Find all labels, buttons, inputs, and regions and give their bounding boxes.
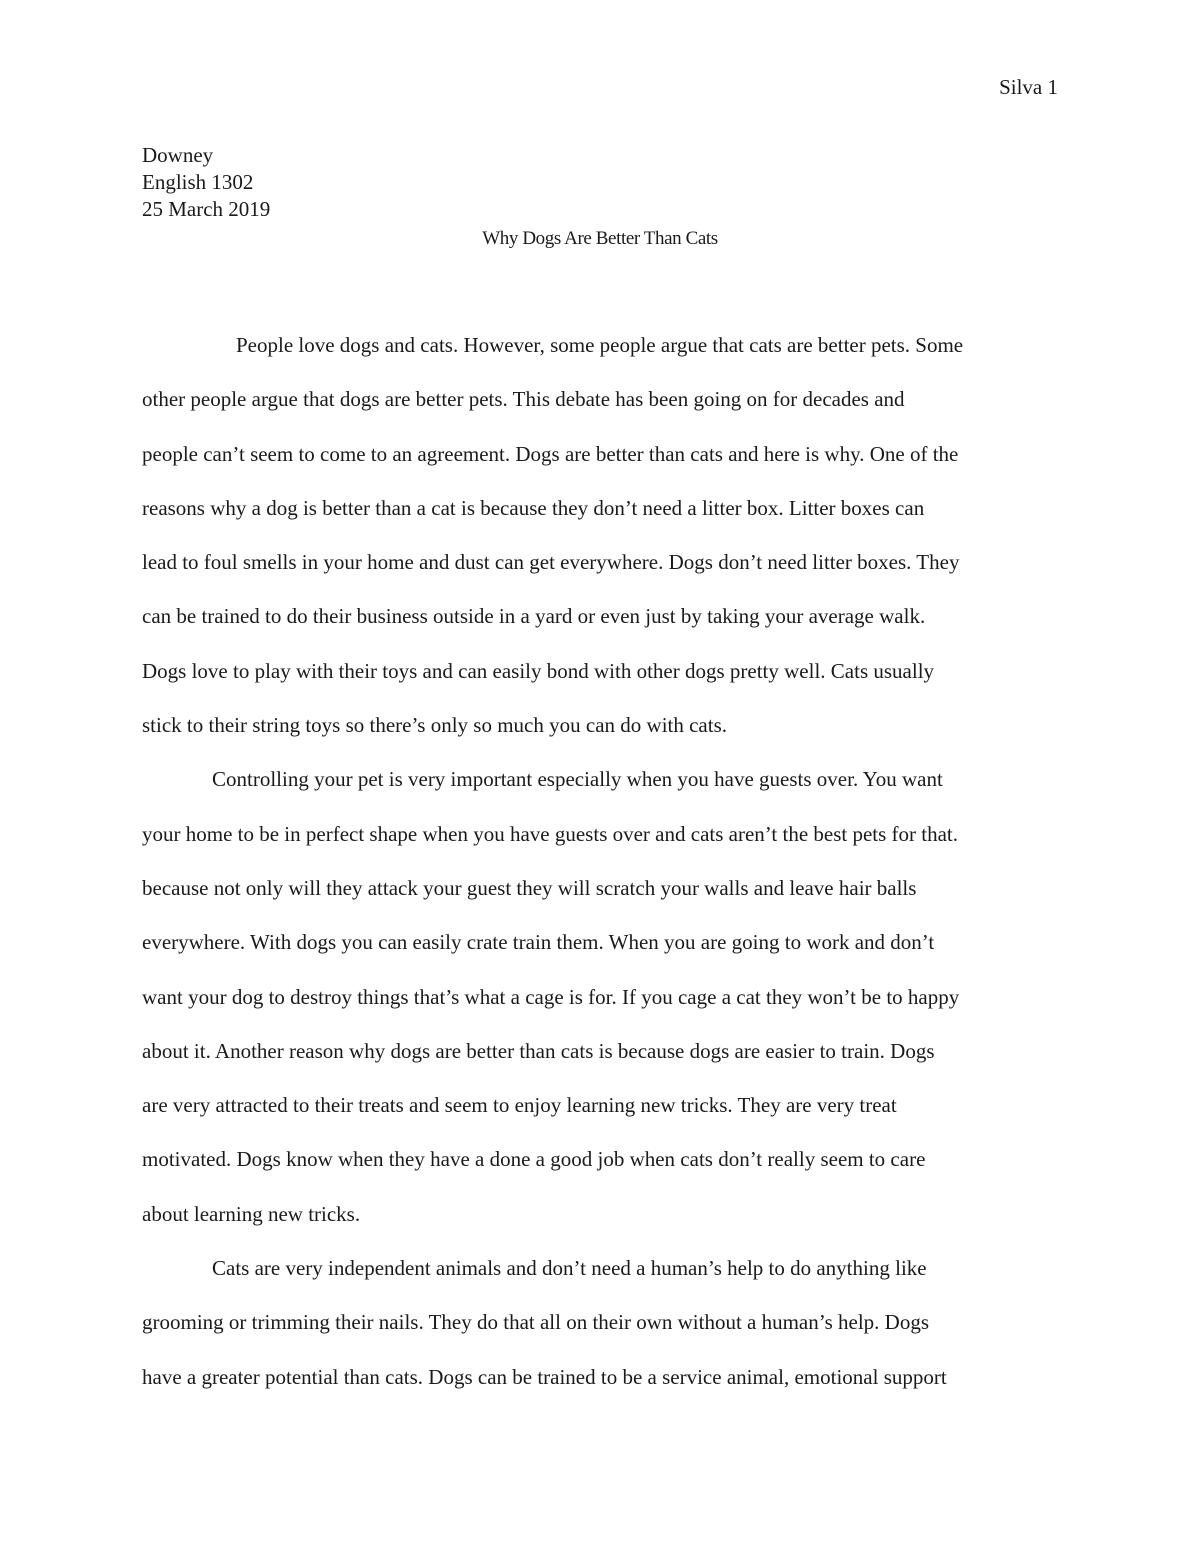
- body-line: motivated. Dogs know when they have a done a good job when cats don’t really seem to care: [142, 1147, 926, 1172]
- body-line: everywhere. With dogs you can easily crate train them. When you are going to work and don’t: [142, 930, 935, 955]
- body-line: people can’t seem to come to an agreement. Dogs are better than cats and here is why. One of the: [142, 441, 959, 466]
- body-line: have a greater potential than cats. Dogs can be trained to be a service animal, emotional support: [142, 1364, 947, 1389]
- body-line: People love dogs and cats. However, some people argue that cats are better pets. Some: [236, 333, 964, 357]
- body-line: stick to their string toys so there’s only so much you can do with cats.: [142, 713, 728, 738]
- essay-date: 25 March 2019: [142, 197, 271, 221]
- body-line: because not only will they attack your guest they will scratch your walls and leave hair balls: [142, 875, 917, 900]
- body-line: can be trained to do their business outside in a yard or even just by taking your average walk.: [142, 604, 926, 629]
- essay-title: Why Dogs Are Better Than Cats: [482, 228, 718, 249]
- body-line: grooming or trimming their nails. They do that all on their own without a human’s help. Dogs: [142, 1310, 930, 1335]
- course-name: English 1302: [142, 170, 254, 194]
- body-line: want your dog to destroy things that’s what a cage is for. If you cage a cat they won’t be to happy: [142, 984, 960, 1009]
- body-line: reasons why a dog is better than a cat is because they don’t need a litter box. Litter boxes can: [142, 495, 925, 520]
- body-line: Dogs love to play with their toys and can easily bond with other dogs pretty well. Cats usually: [142, 658, 935, 683]
- body-line: Controlling your pet is very important especially when you have guests over. You want: [212, 767, 943, 792]
- instructor-name: Downey: [142, 143, 214, 167]
- body-line: about learning new tricks.: [142, 1201, 361, 1226]
- body-line: are very attracted to their treats and seem to enjoy learning new tricks. They are very treat: [142, 1093, 897, 1118]
- body-line: Cats are very independent animals and don’t need a human’s help to do anything like: [212, 1256, 927, 1281]
- heading-block: [142, 142, 270, 223]
- body-line: lead to foul smells in your home and dust can get everywhere. Dogs don’t need litter boxes. They: [142, 550, 960, 575]
- body-line: your home to be in perfect shape when you have guests over and cats aren’t the best pets for that.: [142, 821, 959, 846]
- running-head: Silva 1: [999, 75, 1058, 99]
- essay-body: [142, 330, 1072, 1416]
- body-line: about it. Another reason why dogs are better than cats is because dogs are easier to train. Dogs: [142, 1038, 935, 1063]
- body-line: other people argue that dogs are better pets. This debate has been going on for decades and: [142, 387, 905, 412]
